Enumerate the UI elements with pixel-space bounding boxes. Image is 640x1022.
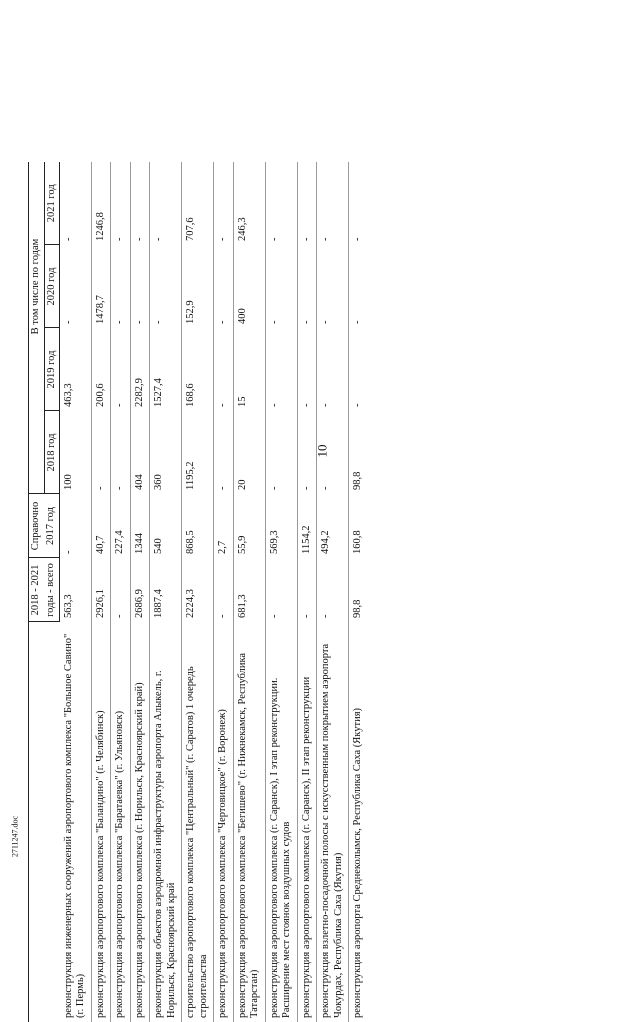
row-2020: 1478,7 [91, 245, 111, 328]
row-name: реконструкция аэропортового комплекса "Баландино" (г. Челябинск) [91, 622, 111, 1022]
row-2020: - [352, 320, 363, 324]
table-row [130, 162, 150, 1022]
row-2019: 15 [233, 328, 265, 411]
row-total: 681,3 [233, 558, 265, 622]
row-total: 2686,9 [130, 558, 150, 622]
row-2021: - [60, 162, 92, 245]
row-2017: - [60, 494, 92, 558]
row-2019: - [111, 328, 131, 411]
row-name: реконструкция аэропортового комплекса (г. Саранск), I этап реконструкции. Расширение мест стоянок воздушных судов [265, 622, 297, 1022]
row-name: реконструкция аэропортового комплекса "Баратаевка" (г. Ульяновск) [111, 622, 131, 1022]
row-2017: 2,7 [214, 494, 234, 558]
row-2018: 1195,2 [182, 411, 214, 494]
row-2020: - [265, 245, 297, 328]
row-total: 563,3 [60, 558, 92, 622]
document-code: 2711247.doc [10, 815, 20, 858]
row-2017: 540 [150, 494, 182, 558]
header-by-year-label: В том числе по годам [29, 162, 45, 411]
row-name: реконструкция аэропортового комплекса (г. Норильск, Красноярский край) [130, 622, 150, 1022]
row-2021: 246,3 [233, 162, 265, 245]
row-total: - [317, 558, 349, 622]
row-2018: 100 [60, 411, 92, 494]
row-2019: 168,6 [182, 328, 214, 411]
row-name: реконструкция объектов аэродромной инфраструктуры аэропорта Алыкель, г. Норильск, Красноярский край [150, 622, 182, 1022]
row-name: реконструкция аэропортового комплекса "Бегишево" (г. Нижнекамск, Республика Татарстан) [233, 622, 265, 1022]
row-2021: - [297, 162, 317, 245]
row-2019: 2282,9 [130, 328, 150, 411]
row-2018: - [265, 411, 297, 494]
row-2017: 569,3 [265, 494, 297, 558]
page-number: 10 [314, 444, 330, 458]
row-2017: 868,5 [182, 494, 214, 558]
row-name: реконструкция аэропорта Среднеколымск, Республика Саха (Якутия) [352, 707, 363, 1018]
row-2019: - [317, 328, 349, 411]
table-row [150, 162, 182, 1022]
row-2020: - [130, 245, 150, 328]
header-reference-year: 2017 год [44, 494, 60, 558]
table-row [60, 162, 92, 1022]
header-year-2018: 2018 год [44, 411, 60, 494]
row-name: строительство аэропортового комплекса "Центральный" (г. Саратов) 1 очередь строительства [182, 622, 214, 1022]
table-body [60, 162, 368, 1022]
header-total-label: 2018 - 2021 [29, 558, 45, 622]
table-row [349, 162, 368, 1022]
row-total: 98,8 [352, 599, 363, 618]
row-name: реконструкция инженерных сооружений аэропортового комплекса "Большое Савино" (г. Пермь) [60, 622, 92, 1022]
row-2020: - [214, 245, 234, 328]
row-2021: - [111, 162, 131, 245]
row-2018: - [297, 411, 317, 494]
row-2021: 1246,8 [91, 162, 111, 245]
row-2018: 360 [150, 411, 182, 494]
row-2021: - [352, 237, 363, 241]
row-2020: 400 [233, 245, 265, 328]
row-2021: - [150, 162, 182, 245]
row-2017: 1344 [130, 494, 150, 558]
row-2017: 494,2 [317, 494, 349, 558]
row-name: реконструкция взлетно-посадочной полосы с искусственным покрытием аэропорта Чокурдах, Республика Саха (Якутия) [317, 622, 349, 1022]
row-2018: - [91, 411, 111, 494]
row-2020: - [317, 245, 349, 328]
row-2017: 40,7 [91, 494, 111, 558]
row-2021: - [214, 162, 234, 245]
row-2019: - [297, 328, 317, 411]
table-row [214, 162, 234, 1022]
row-total: - [265, 558, 297, 622]
row-2017: 55,9 [233, 494, 265, 558]
row-2019: - [265, 328, 297, 411]
header-total-sublabel: годы - всего [44, 558, 60, 622]
table-header [29, 162, 60, 1022]
header-empty-2018-slot [29, 411, 45, 494]
funding-table-sheet [28, 162, 588, 1022]
row-2019: - [214, 328, 234, 411]
row-2019: 463,3 [60, 328, 92, 411]
row-2020: - [297, 245, 317, 328]
table-row [91, 162, 111, 1022]
row-total: 2224,3 [182, 558, 214, 622]
header-year-2021: 2021 год [44, 162, 60, 245]
table-row [297, 162, 317, 1022]
row-2020: - [150, 245, 182, 328]
row-2017: 227,4 [111, 494, 131, 558]
row-name: реконструкция аэропортового комплекса "Чертовицкое" (г. Воронеж) [214, 622, 234, 1022]
header-year-2019: 2019 год [44, 328, 60, 411]
header-year-2020: 2020 год [44, 245, 60, 328]
row-2019: 200,6 [91, 328, 111, 411]
header-name-column [29, 622, 60, 1022]
row-2018: 98,8 [352, 471, 363, 490]
table-row [111, 162, 131, 1022]
row-2018: - [317, 411, 349, 494]
row-2020: - [60, 245, 92, 328]
row-2021: 707,6 [182, 162, 214, 245]
row-2018: 404 [130, 411, 150, 494]
row-2020: - [111, 245, 131, 328]
row-2021: - [265, 162, 297, 245]
row-2020: 152,9 [182, 245, 214, 328]
row-2018: - [214, 411, 234, 494]
row-2017: 1154,2 [297, 494, 317, 558]
row-total: - [297, 558, 317, 622]
row-2018: 20 [233, 411, 265, 494]
row-2021: - [317, 162, 349, 245]
row-2021: - [130, 162, 150, 245]
row-2019: 1527,4 [150, 328, 182, 411]
row-2019: - [352, 403, 363, 407]
row-2018: - [111, 411, 131, 494]
row-name: реконструкция аэропортового комплекса (г. Саранск), II этап реконструкции [297, 622, 317, 1022]
row-total: - [214, 558, 234, 622]
table-row [182, 162, 214, 1022]
table-row [233, 162, 265, 1022]
row-total: 2926,1 [91, 558, 111, 622]
row-2017: 160,8 [352, 530, 363, 554]
table-row [265, 162, 297, 1022]
row-total: 1887,4 [150, 558, 182, 622]
header-reference-label: Справочно [29, 494, 45, 558]
row-total: - [111, 558, 131, 622]
table-row [317, 162, 349, 1022]
funding-table [28, 162, 368, 1022]
